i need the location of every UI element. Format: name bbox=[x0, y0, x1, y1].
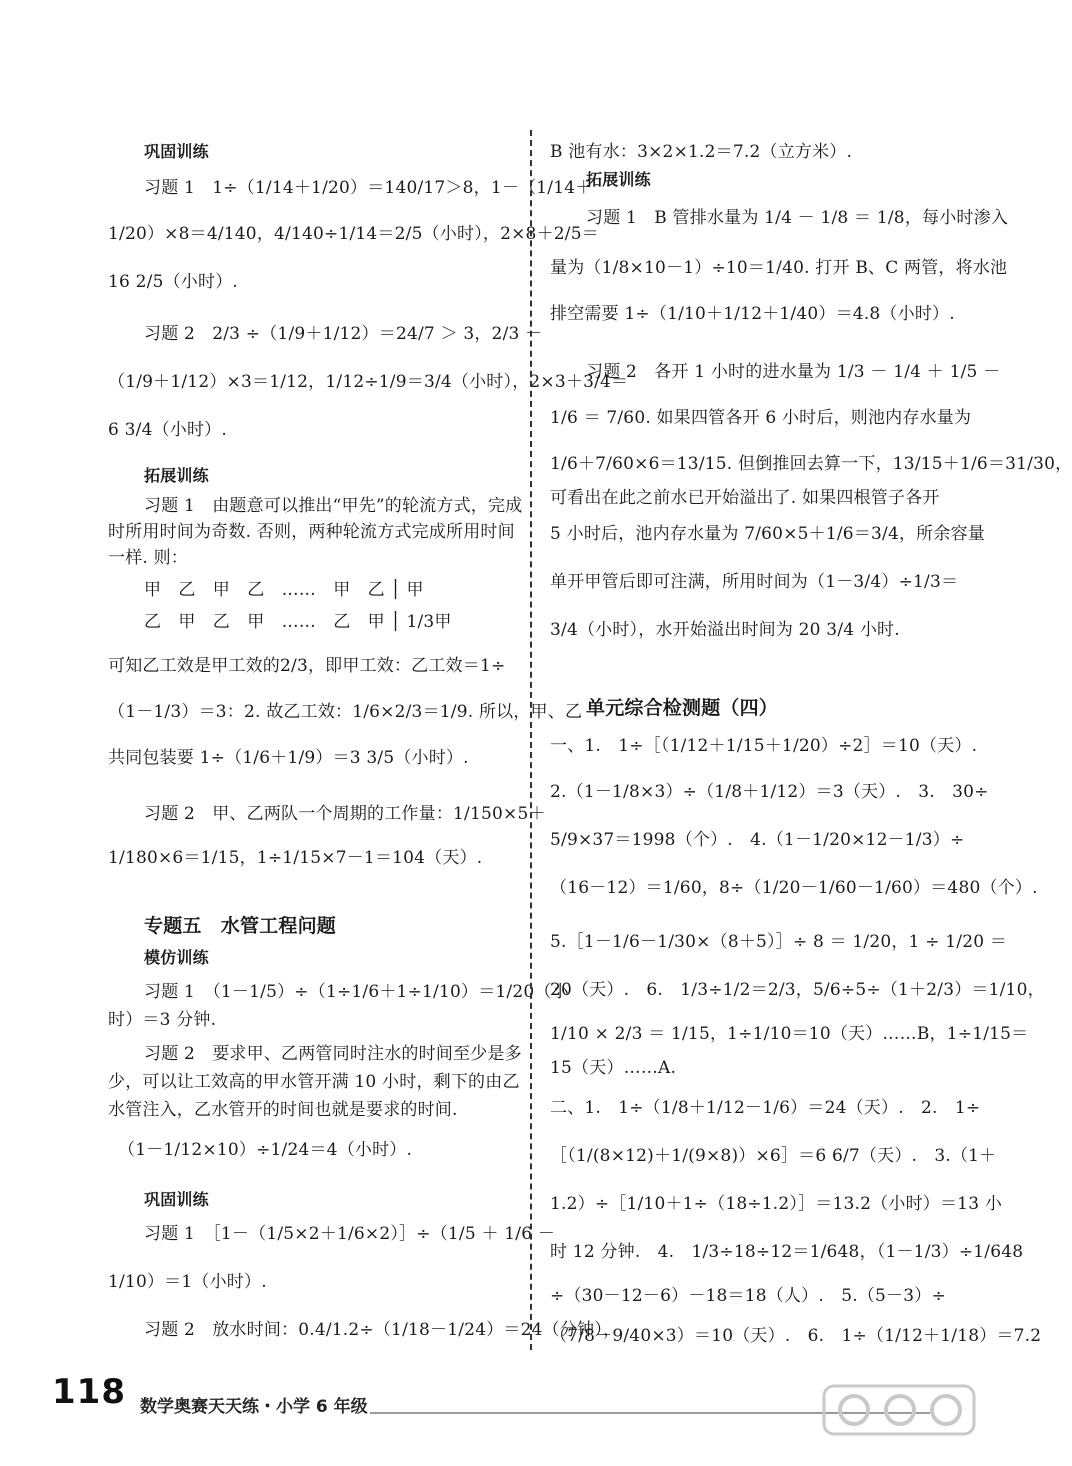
left-text-line: 少，可以让工效高的甲水管开满 10 小时，剩下的由乙 bbox=[108, 1072, 520, 1092]
left-text-line: 习题 2 甲、乙两队一个周期的工作量：1/150×5＋ bbox=[144, 804, 546, 824]
left-text-line: 时所用时间为奇数. 否则，两种轮流方式完成所用时间 bbox=[108, 522, 515, 542]
left-text-line: （1/9＋1/12）×3＝1/12，1/12÷1/9＝3/4（小时），2×3＋3/4＝ bbox=[108, 372, 629, 392]
right-text-line: 二、1. 1÷（1/8＋1/12－1/6）＝24（天）. 2. 1÷ bbox=[550, 1098, 981, 1118]
right-text-line: 可看出在此之前水已开始溢出了. 如果四根管子各开 bbox=[550, 488, 940, 508]
left-text-line: 乙 甲 乙 甲 …… 乙 甲 │ 1/3甲 bbox=[144, 612, 452, 632]
left-text-line: 一样. 则： bbox=[108, 548, 189, 568]
left-text-line: 16 2/5（小时）. bbox=[108, 272, 238, 292]
left-heading: 巩固训练 bbox=[144, 1190, 209, 1209]
right-text-line: 排空需要 1÷（1/10＋1/12＋1/40）＝4.8（小时）. bbox=[550, 304, 955, 324]
left-text-line: （1－1/12×10）÷1/24＝4（小时）. bbox=[118, 1140, 413, 1160]
left-text-line: 水管注入，乙水管开的时间也就是要求的时间. bbox=[108, 1100, 458, 1120]
right-text-line: B 池有水：3×2×1.2＝7.2（立方米）. bbox=[550, 142, 853, 162]
watermark-logo-icon bbox=[820, 1380, 980, 1460]
right-text-line: （16－12）＝1/60，8÷（1/20－1/60－1/60）＝480（个）. bbox=[550, 878, 1038, 898]
right-text-line: 15（天）……A. bbox=[550, 1058, 677, 1078]
left-text-line: 习题 1 由题意可以推出“甲先”的轮流方式，完成 bbox=[144, 496, 523, 516]
left-heading: 专题五 水管工程问题 bbox=[144, 915, 337, 937]
left-text-line: 习题 2 要求甲、乙两管同时注水的时间至少是多 bbox=[144, 1044, 522, 1064]
right-text-line: 时 12 分钟. 4. 1/3÷18÷12＝1/648，（1－1/3）÷1/648 bbox=[550, 1242, 1024, 1262]
right-text-line: 1/6 ＝ 7/60. 如果四管各开 6 小时后，则池内存水量为 bbox=[550, 408, 972, 428]
left-text-line: （1－1/3）＝3：2. 故乙工效：1/6×2/3＝1/9. 所以，甲、乙 bbox=[108, 702, 583, 722]
page-number: 118 bbox=[52, 1372, 126, 1412]
left-text-line: 1/180×6＝1/15，1÷1/15×7－1＝104（天）. bbox=[108, 848, 483, 868]
left-text-line: 习题 1 （1－1/5）÷（1÷1/6＋1÷1/10）＝1/20（小 bbox=[144, 982, 569, 1002]
right-text-line: 1/6＋7/60×6＝13/15. 但倒推回去算一下，13/15＋1/6＝31/30， bbox=[550, 454, 1072, 474]
right-text-line: ［（1/(8×12)＋1/(9×8)）×6］＝6 6/7（天）. 3.（1＋ bbox=[550, 1146, 997, 1166]
left-text-line: 1/10）＝1（小时）. bbox=[108, 1272, 267, 1292]
right-text-line: 习题 2 各开 1 小时的进水量为 1/3 － 1/4 ＋ 1/5 － bbox=[586, 362, 1001, 382]
right-text-line: ÷（30－12－6）－18＝18（人）. 5.（5－3）÷ bbox=[550, 1286, 946, 1306]
right-text-line: 量为（1/8×10－1）÷10＝1/40. 打开 B、C 两管，将水池 bbox=[550, 258, 1008, 278]
right-heading: 拓展训练 bbox=[586, 170, 651, 189]
right-text-line: 5.［1－1/6－1/30×（8＋5）］÷ 8 ＝ 1/20，1 ÷ 1/20 ＝ bbox=[550, 932, 1008, 952]
right-text-line: 3/4（小时），水开始溢出时间为 20 3/4 小时. bbox=[550, 620, 900, 640]
left-text-line: 习题 1 1÷（1/14＋1/20）＝140/17＞8，1－（1/14＋ bbox=[144, 178, 593, 198]
right-text-line: 习题 1 B 管排水量为 1/4 － 1/8 ＝ 1/8，每小时渗入 bbox=[586, 208, 1009, 228]
left-heading: 巩固训练 bbox=[144, 142, 209, 161]
left-text-line: 甲 乙 甲 乙 …… 甲 乙 │ 甲 bbox=[144, 580, 424, 600]
left-text-line: 1/20）×8＝4/140，4/140÷1/14＝2/5（小时），2×8＋2/5＝ bbox=[108, 224, 599, 244]
right-text-line: 5 小时后，池内存水量为 7/60×5＋1/6＝3/4，所余容量 bbox=[550, 524, 985, 544]
left-text-line: 习题 2 放水时间：0.4/1.2÷（1/18－1/24）＝24（分钟）， bbox=[144, 1320, 621, 1340]
left-text-line: 可知乙工效是甲工效的2/3，即甲工效：乙工效＝1÷ bbox=[108, 656, 506, 676]
right-text-line: 1/10 × 2/3 ＝ 1/15，1÷1/10＝10（天）……B，1÷1/15＝ bbox=[550, 1024, 1029, 1044]
right-text-line: 2.（1－1/8×3）÷（1/8＋1/12）＝3（天）. 3. 30÷ bbox=[550, 782, 989, 802]
right-text-line: 5/9×37＝1998（个）. 4.（1－1/20×12－1/3）÷ bbox=[550, 830, 965, 850]
left-text-line: 共同包装要 1÷（1/6＋1/9）＝3 3/5（小时）. bbox=[108, 748, 469, 768]
book-title: 数学奥赛天天练・小学 6 年级 bbox=[140, 1397, 368, 1417]
left-heading: 模仿训练 bbox=[144, 948, 209, 967]
left-text-line: 习题 1 ［1－（1/5×2＋1/6×2）］÷（1/5 ＋ 1/6 － bbox=[144, 1224, 556, 1244]
right-text-line: 20（天）. 6. 1/3÷1/2＝2/3，5/6÷5÷（1＋2/3）＝1/10， bbox=[550, 980, 1045, 1000]
right-text-line: （7/8－9/40×3）＝10（天）. 6. 1÷（1/12＋1/18）＝7.2 bbox=[550, 1326, 1042, 1346]
right-heading: 单元综合检测题（四） bbox=[586, 697, 779, 719]
right-text-line: 一、1. 1÷［（1/12＋1/15＋1/20）÷2］＝10（天）. bbox=[550, 736, 978, 756]
right-text-line: 单开甲管后即可注满，所用时间为（1－3/4）÷1/3＝ bbox=[550, 572, 959, 592]
left-text-line: 6 3/4（小时）. bbox=[108, 420, 227, 440]
column-divider bbox=[530, 130, 532, 1350]
left-text-line: 时）＝3 分钟. bbox=[108, 1010, 217, 1030]
right-text-line: 1.2）÷［1/10＋1÷（18÷1.2）］＝13.2（小时）＝13 小 bbox=[550, 1194, 1003, 1214]
left-heading: 拓展训练 bbox=[144, 466, 209, 485]
left-text-line: 习题 2 2/3 ÷（1/9＋1/12）＝24/7 ＞ 3，2/3 － bbox=[144, 324, 543, 344]
